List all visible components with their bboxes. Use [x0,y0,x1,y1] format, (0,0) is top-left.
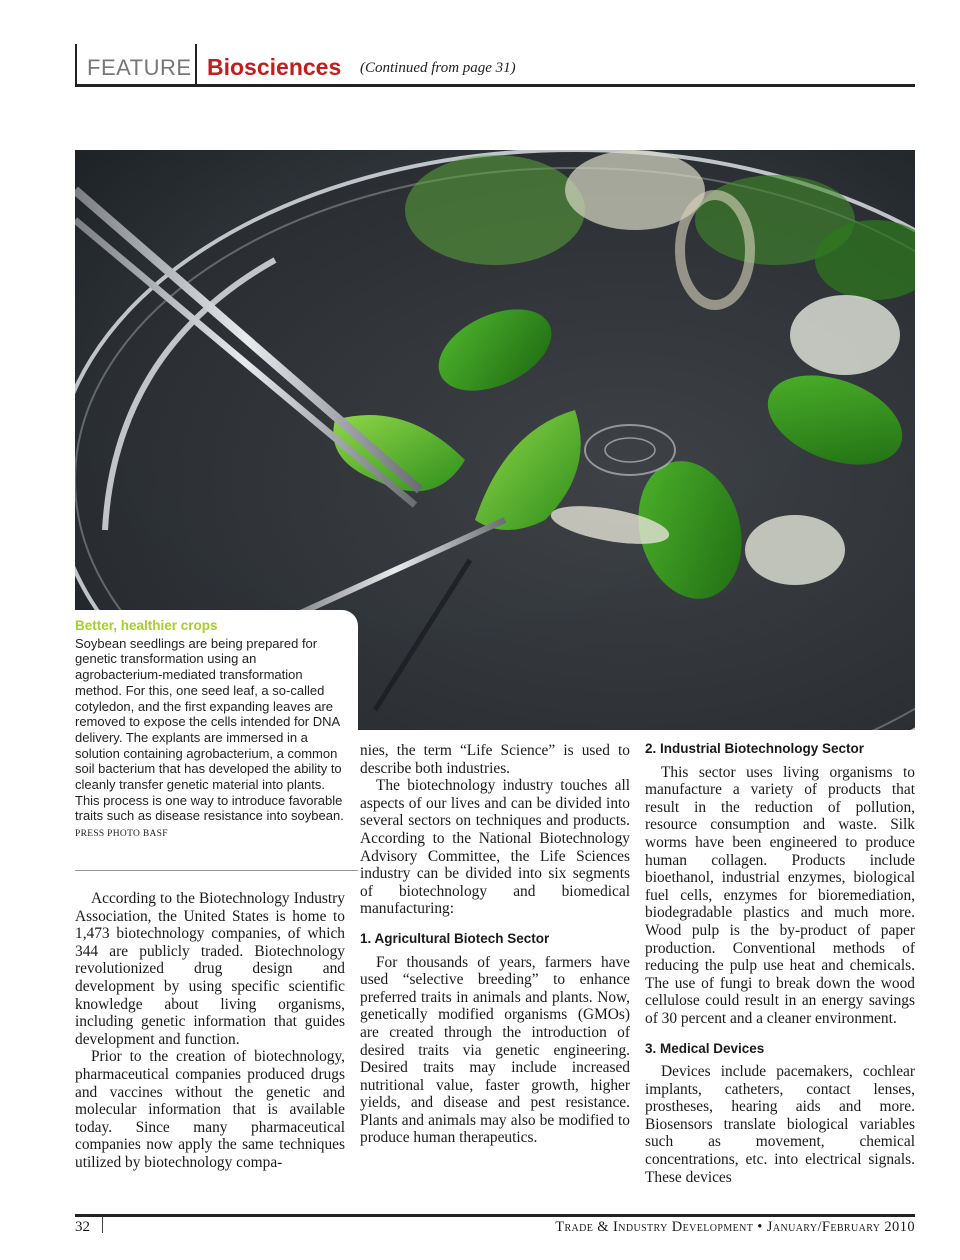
header-divider [75,44,77,84]
footer-rule [75,1214,915,1217]
article-column-2 [360,742,630,1147]
caption-divider [75,870,358,871]
article-paragraph: According to the Biotechnology Industry Association, the United States is home to 1,473 biotechnology companies, of which 344 are publicly traded. Biotechnology revolutionized drug design and development by using specific scientific knowledge about living organisms, including genetic information that guides development and function. [75,890,345,1048]
caption-title: Better, healthier crops [75,618,218,633]
article-paragraph: nies, the term “Life Science” is used to describe both industries. [360,742,630,777]
footer-divider [102,1217,103,1233]
header-divider [195,44,197,84]
page-number: 32 [75,1219,90,1235]
article-paragraph: Devices include pacemakers, cochlear implants, catheters, contact lenses, prostheses, hearing aids and more. Biosensors translate biological variables such as movement, chemical concentrations, etc. into electrical signals. These devices [645,1063,915,1186]
article-paragraph: This sector uses living organisms to manufacture a variety of products that result in the reduction of pollution, resource consumption and waste. Silk worms have been engineered to produce human collagen. Products include bioethanol, industrial enzymes, biological fuel cells, enzymes for bioremediation, biodegradable plastics and much more. Wood pulp is the by-product of paper production. Conventional methods of reducing the pulp use heat and chemicals. The use of fungi to break down the wood cellulose could result in an energy savings of 30 percent and a cleaner environment. [645,763,915,1027]
section-heading: 2. Industrial Biotechnology Sector [645,741,865,756]
article-paragraph: For thousands of years, farmers have used “selective breeding” to enhance preferred traits in animals and plants. Now, genetically modified organisms (GMOs) are created through the introduction of desired traits via genetic engineering. Desired traits may include increased nutritional value, faster growth, higher yields, and disease and pest resistance. Plants and animals may also be modified to produce human therapeutics. [360,953,630,1147]
publication-title: Trade & Industry Development • January/February 2010 [555,1219,915,1235]
article-column-1 [75,890,345,1172]
header-rule [75,84,915,87]
continued-note: (Continued from page 31) [360,60,516,76]
feature-label: FEATURE [87,55,192,80]
article-paragraph: Prior to the creation of biotechnology, pharmaceutical companies produced drugs and vaccines without the genetic and molecular information that is available today. Since many pharmaceutical companies now apply the same techniques utilized by biotechnology compa- [75,1048,345,1171]
section-title: Biosciences [207,54,342,80]
caption-body: Soybean seedlings are being prepared for genetic transformation using an agrobacterium-mediated transformation method. For this, one seed leaf, a so-called cotyledon, and the first expanding leaves are removed to expose the cells intended for DNA delivery. The explants are immersed in a solution containing agrobacterium, a common soil bacterium that has developed the ability to cleanly transfer genetic material into plants. This process is one way to introduce favorable traits such as disease resistance into soybean. [75,635,344,824]
photo-credit: PRESS PHOTO BASF [75,829,168,840]
article-paragraph: The biotechnology industry touches all aspects of our lives and can be divided into several sectors on techniques and products. According to the National Biotechnology Advisory Committee, the Life Sciences industry can be divided into six segments of biotechnology and biomedical manufacturing: [360,777,630,918]
section-heading: 3. Medical Devices [645,1040,765,1056]
article-column-3 [645,740,915,1186]
section-heading: 1. Agricultural Biotech Sector [360,930,550,946]
photo-caption [60,610,358,860]
